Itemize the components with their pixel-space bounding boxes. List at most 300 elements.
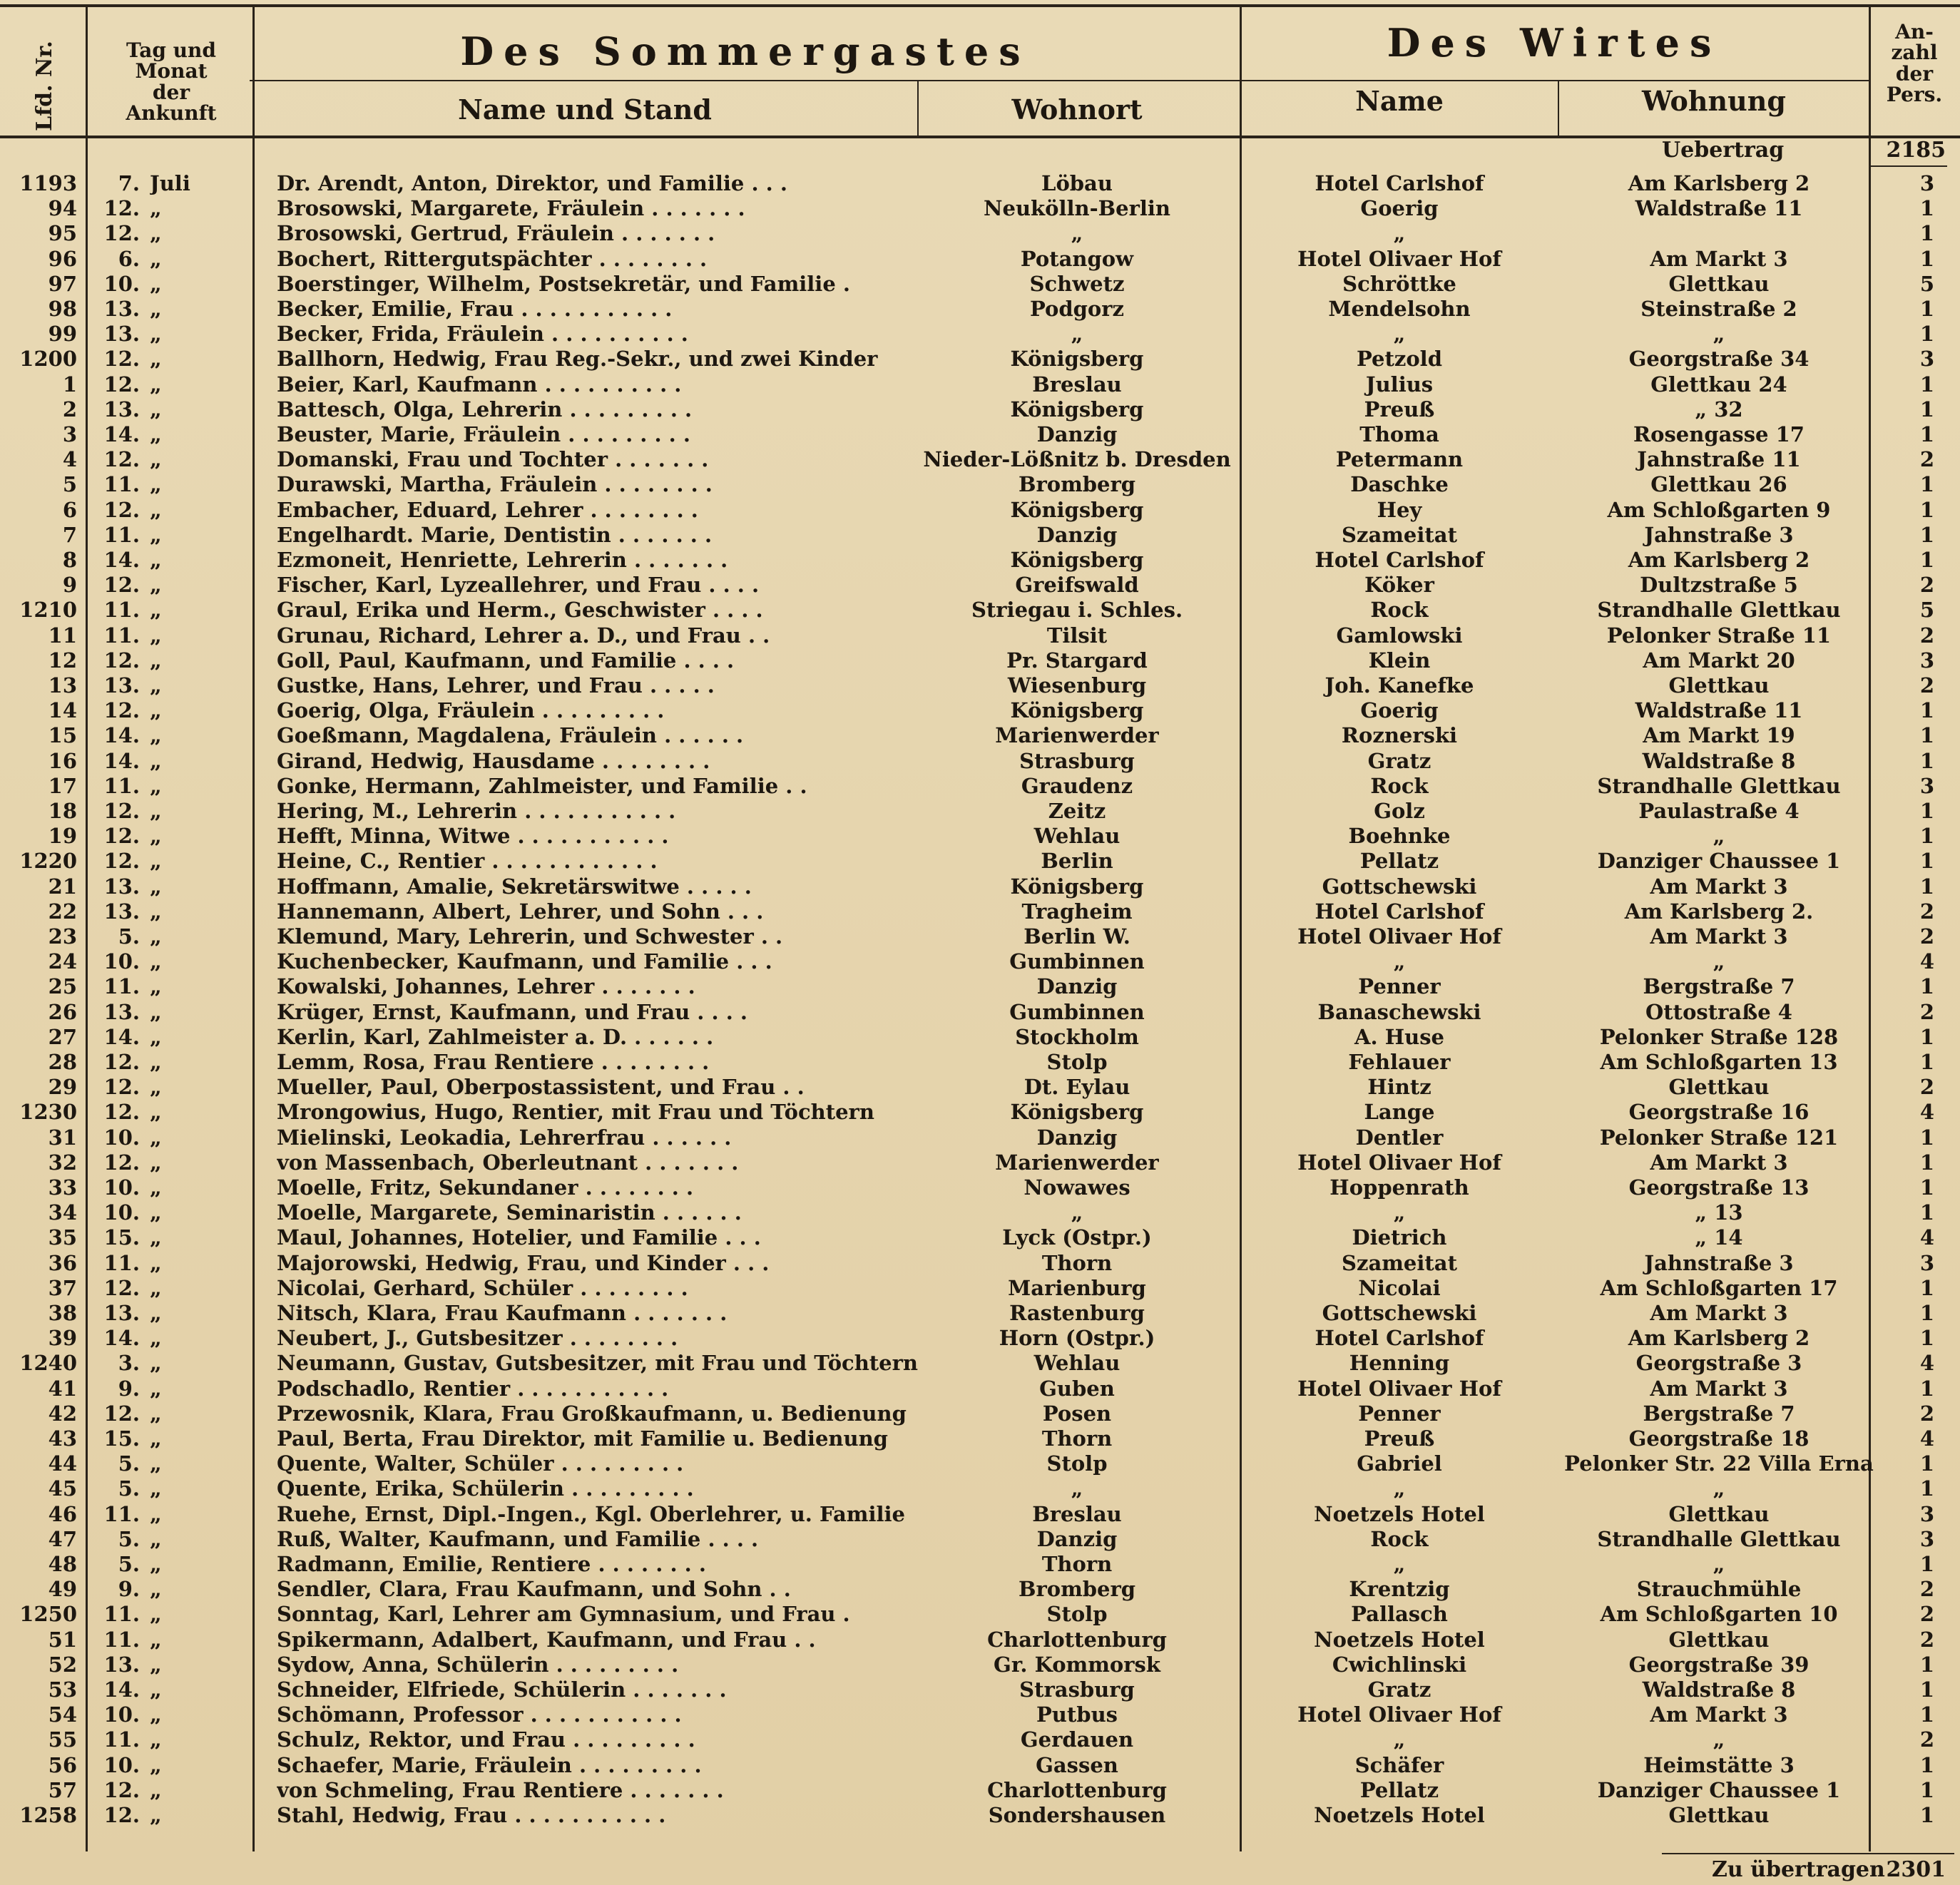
cell-day: 11. bbox=[103, 1602, 140, 1627]
cell-cnt: 1 bbox=[1919, 1552, 1934, 1576]
cell-addr: Strauchmühle bbox=[1636, 1577, 1802, 1602]
cell-cnt: 1 bbox=[1919, 748, 1934, 773]
cell-cnt: 1 bbox=[1919, 974, 1934, 999]
cell-day: 15. bbox=[103, 1225, 140, 1250]
cell-cnt: 1 bbox=[1919, 1050, 1934, 1074]
cell-day: 12. bbox=[103, 1401, 140, 1426]
cell-day: 12. bbox=[103, 824, 140, 849]
cell-nr: 18 bbox=[48, 799, 77, 823]
cell-host: Pellatz bbox=[1359, 1777, 1439, 1802]
cell-addr: Am Markt 3 bbox=[1650, 1702, 1788, 1727]
cell-name: Moelle, Margarete, Seminaristin . . . . . . bbox=[277, 1200, 742, 1225]
cell-addr: „ bbox=[1713, 824, 1725, 849]
cell-nr: 35 bbox=[48, 1225, 77, 1250]
cell-city: Stolp bbox=[1046, 1050, 1108, 1074]
cell-mon: „ bbox=[150, 472, 162, 497]
cell-nr: 41 bbox=[48, 1376, 77, 1401]
cell-mon: „ bbox=[150, 1200, 162, 1225]
cell-cnt: 1 bbox=[1919, 849, 1934, 874]
cell-nr: 56 bbox=[48, 1752, 77, 1777]
table-row bbox=[0, 1426, 1960, 1451]
cell-addr: „ bbox=[1713, 1727, 1725, 1752]
cell-name: Hannemann, Albert, Lehrer, und Sohn . . . bbox=[277, 899, 764, 924]
col-header-name: Name und Stand bbox=[458, 93, 712, 126]
cell-mon: „ bbox=[150, 347, 162, 372]
table-row bbox=[0, 447, 1960, 472]
cell-name: Krüger, Ernst, Kaufmann, und Frau . . . . bbox=[277, 999, 747, 1024]
table-row bbox=[0, 1552, 1960, 1577]
cell-day: 12. bbox=[103, 573, 140, 598]
table-row bbox=[0, 397, 1960, 422]
table-row bbox=[0, 498, 1960, 523]
cell-cnt: 2 bbox=[1919, 1401, 1934, 1426]
cell-city: Stockholm bbox=[1015, 1024, 1139, 1049]
cell-cnt: 1 bbox=[1919, 1777, 1934, 1802]
cell-host: Schröttke bbox=[1342, 271, 1456, 296]
cell-city: Horn (Ostpr.) bbox=[999, 1326, 1155, 1351]
cell-nr: 1200 bbox=[19, 347, 77, 372]
top-rule bbox=[0, 4, 1960, 7]
cell-nr: 32 bbox=[48, 1150, 77, 1175]
cell-mon: „ bbox=[150, 1752, 162, 1777]
cell-addr: Am Markt 3 bbox=[1650, 246, 1788, 271]
cell-mon: „ bbox=[150, 1727, 162, 1752]
cell-host: Köker bbox=[1364, 573, 1434, 598]
cell-name: Sendler, Clara, Frau Kaufmann, und Sohn . . bbox=[277, 1577, 791, 1602]
table-row bbox=[0, 1100, 1960, 1125]
cell-day: 12. bbox=[103, 372, 140, 397]
cell-host: Gottschewski bbox=[1322, 874, 1477, 899]
carry-in-value: 2185 bbox=[1886, 138, 1946, 163]
cell-city: Marienwerder bbox=[995, 723, 1159, 748]
table-row bbox=[0, 1577, 1960, 1602]
cell-nr: 28 bbox=[48, 1050, 77, 1074]
cell-day: 14. bbox=[103, 1326, 140, 1351]
cell-addr: Am Markt 3 bbox=[1650, 1150, 1788, 1175]
cell-city: Nowawes bbox=[1024, 1175, 1130, 1200]
cell-nr: 57 bbox=[48, 1777, 77, 1802]
cell-host: Preuß bbox=[1364, 397, 1435, 422]
cell-name: Girand, Hedwig, Hausdame . . . . . . . . bbox=[277, 748, 710, 773]
cell-nr: 3 bbox=[62, 422, 77, 446]
table-row bbox=[0, 874, 1960, 899]
cell-addr: Dultzstraße 5 bbox=[1640, 573, 1798, 598]
cell-mon: „ bbox=[150, 1526, 162, 1551]
cell-cnt: 1 bbox=[1919, 824, 1934, 849]
cell-nr: 2 bbox=[62, 397, 77, 422]
cell-host: Boehnke bbox=[1348, 824, 1451, 849]
cell-name: Paul, Berta, Frau Direktor, mit Familie u. Bedienung bbox=[277, 1426, 888, 1451]
cell-day: 10. bbox=[103, 1125, 140, 1150]
cell-day: 3. bbox=[118, 1351, 140, 1376]
cell-nr: 55 bbox=[48, 1727, 77, 1752]
carry-out-rule bbox=[1662, 1853, 1954, 1854]
cell-city: „ bbox=[1071, 322, 1083, 347]
cell-city: Wiesenburg bbox=[1007, 673, 1147, 698]
cell-addr: Strandhalle Glettkau bbox=[1597, 773, 1841, 798]
cell-city: Strasburg bbox=[1019, 748, 1135, 773]
cell-day: 12. bbox=[103, 497, 140, 522]
cell-mon: „ bbox=[150, 1150, 162, 1175]
table-row bbox=[0, 247, 1960, 272]
cell-cnt: 2 bbox=[1919, 899, 1934, 924]
cell-mon: Juli bbox=[150, 171, 190, 195]
cell-host: Preuß bbox=[1364, 1426, 1435, 1451]
cell-nr: 51 bbox=[48, 1627, 77, 1652]
table-row bbox=[0, 1778, 1960, 1803]
cell-nr: 27 bbox=[48, 1024, 77, 1049]
cell-name: Ruß, Walter, Kaufmann, und Familie . . . . bbox=[277, 1526, 759, 1551]
cell-name: von Schmeling, Frau Rentiere . . . . . . . bbox=[277, 1777, 724, 1802]
cell-nr: 25 bbox=[48, 974, 77, 999]
cell-host: Hotel Olivaer Hof bbox=[1297, 1376, 1501, 1401]
cell-nr: 33 bbox=[48, 1175, 77, 1200]
cell-host: Julius bbox=[1365, 372, 1434, 397]
cell-addr: Danziger Chaussee 1 bbox=[1597, 849, 1841, 874]
cell-host: Golz bbox=[1374, 799, 1425, 823]
table-row bbox=[0, 648, 1960, 673]
table-row bbox=[0, 1301, 1960, 1326]
cell-name: Sonntag, Karl, Lehrer am Gymnasium, und Frau . bbox=[277, 1602, 850, 1627]
carry-in-rule bbox=[1869, 165, 1947, 167]
cell-nr: 46 bbox=[48, 1501, 77, 1526]
cell-name: Becker, Frida, Fräulein . . . . . . . . . . bbox=[277, 322, 688, 347]
cell-nr: 21 bbox=[48, 874, 77, 899]
cell-cnt: 1 bbox=[1919, 1175, 1934, 1200]
cell-addr: Strandhalle Glettkau bbox=[1597, 598, 1841, 623]
cell-nr: 39 bbox=[48, 1326, 77, 1351]
cell-name: Schulz, Rektor, und Frau . . . . . . . . . bbox=[277, 1727, 695, 1752]
cell-nr: 48 bbox=[48, 1552, 77, 1576]
cell-day: 11. bbox=[103, 773, 140, 798]
cell-name: Podschadlo, Rentier . . . . . . . . . . . bbox=[277, 1376, 669, 1401]
cell-city: Bromberg bbox=[1018, 1577, 1136, 1602]
col-rule-host bbox=[1558, 80, 1559, 137]
cell-mon: „ bbox=[150, 1175, 162, 1200]
cell-nr: 15 bbox=[48, 723, 77, 748]
table-row bbox=[0, 573, 1960, 598]
table-row bbox=[0, 774, 1960, 799]
cell-nr: 9 bbox=[62, 573, 77, 598]
cell-addr: Pelonker Str. 22 Villa Erna bbox=[1564, 1451, 1874, 1476]
cell-cnt: 2 bbox=[1919, 1727, 1934, 1752]
cell-name: Goerig, Olga, Fräulein . . . . . . . . . bbox=[277, 698, 665, 723]
cell-nr: 29 bbox=[48, 1075, 77, 1100]
cell-cnt: 2 bbox=[1919, 573, 1934, 598]
cell-addr: Glettkau bbox=[1668, 1627, 1770, 1652]
cell-mon: „ bbox=[150, 271, 162, 296]
cell-nr: 43 bbox=[48, 1426, 77, 1451]
cell-day: 14. bbox=[103, 422, 140, 446]
cell-city: „ bbox=[1071, 1476, 1083, 1501]
cell-nr: 6 bbox=[62, 497, 77, 522]
cell-city: Königsberg bbox=[1010, 1100, 1144, 1125]
cell-addr: „ bbox=[1713, 322, 1725, 347]
cell-host: „ bbox=[1393, 1727, 1406, 1752]
cell-cnt: 4 bbox=[1919, 1426, 1934, 1451]
cell-host: Joh. Kanefke bbox=[1324, 673, 1474, 698]
table-row bbox=[0, 673, 1960, 698]
table-row bbox=[0, 1376, 1960, 1401]
cell-day: 12. bbox=[103, 447, 140, 472]
cell-day: 5. bbox=[118, 1476, 140, 1501]
cell-cnt: 2 bbox=[1919, 673, 1934, 698]
table-row bbox=[0, 322, 1960, 347]
cell-mon: „ bbox=[150, 899, 162, 924]
cell-host: Dentler bbox=[1355, 1125, 1444, 1150]
cell-addr: Am Markt 3 bbox=[1650, 1376, 1788, 1401]
cell-name: Kowalski, Johannes, Lehrer . . . . . . . bbox=[277, 974, 695, 999]
cell-city: „ bbox=[1071, 1200, 1083, 1225]
table-row bbox=[0, 297, 1960, 322]
cell-cnt: 5 bbox=[1919, 271, 1934, 296]
cell-city: Putbus bbox=[1036, 1702, 1118, 1727]
cell-name: Boerstinger, Wilhelm, Postsekretär, und Familie . bbox=[277, 271, 850, 296]
table-row bbox=[0, 1025, 1960, 1050]
cell-nr: 97 bbox=[48, 271, 77, 296]
cell-city: Breslau bbox=[1032, 372, 1122, 397]
cell-nr: 53 bbox=[48, 1677, 77, 1702]
cell-city: Pr. Stargard bbox=[1006, 648, 1148, 673]
cell-nr: 1258 bbox=[19, 1803, 77, 1827]
cell-cnt: 3 bbox=[1919, 347, 1934, 372]
cell-day: 10. bbox=[103, 1752, 140, 1777]
cell-city: Stolp bbox=[1046, 1451, 1108, 1476]
cell-nr: 47 bbox=[48, 1526, 77, 1551]
table-row bbox=[0, 799, 1960, 824]
table-row bbox=[0, 272, 1960, 297]
cell-name: Neumann, Gustav, Gutsbesitzer, mit Frau und Töchtern bbox=[277, 1351, 918, 1376]
cell-nr: 8 bbox=[62, 548, 77, 572]
cell-addr: Heimstätte 3 bbox=[1643, 1752, 1795, 1777]
cell-mon: „ bbox=[150, 1803, 162, 1827]
cell-nr: 42 bbox=[48, 1401, 77, 1426]
cell-addr: Glettkau bbox=[1668, 1501, 1770, 1526]
cell-cnt: 1 bbox=[1919, 1125, 1934, 1150]
cell-mon: „ bbox=[150, 874, 162, 899]
cell-day: 12. bbox=[103, 1275, 140, 1300]
cell-host: „ bbox=[1393, 322, 1406, 347]
cell-host: Noetzels Hotel bbox=[1314, 1627, 1485, 1652]
cell-nr: 38 bbox=[48, 1301, 77, 1325]
cell-name: Hefft, Minna, Witwe . . . . . . . . . . . bbox=[277, 824, 669, 849]
cell-cnt: 1 bbox=[1919, 799, 1934, 823]
cell-host: Hotel Olivaer Hof bbox=[1297, 1702, 1501, 1727]
table-row bbox=[0, 1351, 1960, 1376]
col-rule-name bbox=[917, 80, 919, 137]
cell-name: Lemm, Rosa, Frau Rentiere . . . . . . . . bbox=[277, 1050, 710, 1074]
cell-nr: 19 bbox=[48, 824, 77, 849]
cell-addr: Georgstraße 16 bbox=[1628, 1100, 1810, 1125]
table-row bbox=[0, 1401, 1960, 1426]
cell-nr: 7 bbox=[62, 522, 77, 547]
cell-mon: „ bbox=[150, 1376, 162, 1401]
cell-city: Thorn bbox=[1041, 1250, 1113, 1275]
cell-cnt: 1 bbox=[1919, 1702, 1934, 1727]
cell-host: Pellatz bbox=[1359, 849, 1439, 874]
table-row bbox=[0, 1803, 1960, 1828]
cell-name: Embacher, Eduard, Lehrer . . . . . . . . bbox=[277, 497, 698, 522]
cell-mon: „ bbox=[150, 1326, 162, 1351]
cell-day: 11. bbox=[103, 1627, 140, 1652]
cell-host: Roznerski bbox=[1341, 723, 1458, 748]
cell-cnt: 1 bbox=[1919, 196, 1934, 221]
table-row bbox=[0, 1677, 1960, 1702]
cell-host: Lange bbox=[1364, 1100, 1435, 1125]
cell-name: Goll, Paul, Kaufmann, und Familie . . . . bbox=[277, 648, 735, 673]
cell-cnt: 1 bbox=[1919, 1301, 1934, 1325]
cell-name: Quente, Walter, Schüler . . . . . . . . . bbox=[277, 1451, 684, 1476]
guest-group-header: Des Sommergastes bbox=[460, 29, 1031, 74]
table-row bbox=[0, 598, 1960, 623]
table-row bbox=[0, 1753, 1960, 1778]
cell-mon: „ bbox=[150, 1050, 162, 1074]
cell-host: Hotel Carlshof bbox=[1315, 171, 1484, 195]
cell-day: 5. bbox=[118, 1451, 140, 1476]
cell-day: 11. bbox=[103, 472, 140, 497]
cell-cnt: 1 bbox=[1919, 1200, 1934, 1225]
table-row bbox=[0, 523, 1960, 548]
cell-addr: Jahnstraße 3 bbox=[1644, 1250, 1794, 1275]
cell-addr: „ 14 bbox=[1695, 1225, 1743, 1250]
cell-mon: „ bbox=[150, 773, 162, 798]
cell-nr: 22 bbox=[48, 899, 77, 924]
cell-city: Schwetz bbox=[1029, 271, 1125, 296]
cell-day: 6. bbox=[118, 246, 140, 271]
cell-name: Kuchenbecker, Kaufmann, und Familie . . . bbox=[277, 949, 772, 974]
cell-city: Gumbinnen bbox=[1009, 999, 1145, 1024]
cell-mon: „ bbox=[150, 1401, 162, 1426]
cell-day: 10. bbox=[103, 1702, 140, 1727]
cell-nr: 99 bbox=[48, 322, 77, 347]
table-row bbox=[0, 623, 1960, 648]
cell-addr: Am Schloßgarten 10 bbox=[1600, 1602, 1838, 1627]
cell-day: 9. bbox=[118, 1577, 140, 1602]
cell-nr: 14 bbox=[48, 698, 77, 723]
cell-name: Engelhardt. Marie, Dentistin . . . . . . . bbox=[277, 522, 713, 547]
cell-mon: „ bbox=[150, 1577, 162, 1602]
cell-mon: „ bbox=[150, 1652, 162, 1677]
cell-nr: 34 bbox=[48, 1200, 77, 1225]
cell-name: Schaefer, Marie, Fräulein . . . . . . . . . bbox=[277, 1752, 702, 1777]
cell-city: Charlottenburg bbox=[987, 1627, 1167, 1652]
cell-addr: Am Markt 3 bbox=[1650, 924, 1788, 949]
host-group-header: Des Wirtes bbox=[1387, 20, 1722, 66]
cell-mon: „ bbox=[150, 548, 162, 572]
cell-host: Fehlauer bbox=[1348, 1050, 1451, 1074]
cell-city: Berlin W. bbox=[1024, 924, 1130, 949]
cell-city: Gassen bbox=[1036, 1752, 1118, 1777]
cell-addr: Steinstraße 2 bbox=[1640, 297, 1797, 321]
table-row bbox=[0, 824, 1960, 849]
cell-addr: Am Schloßgarten 17 bbox=[1600, 1275, 1838, 1300]
col-header-nr: Lfd. Nr. bbox=[31, 40, 57, 131]
cell-cnt: 2 bbox=[1919, 447, 1934, 472]
table-row bbox=[0, 1702, 1960, 1727]
cell-mon: „ bbox=[150, 322, 162, 347]
cell-city: Stolp bbox=[1046, 1602, 1108, 1627]
cell-day: 11. bbox=[103, 623, 140, 648]
table-row bbox=[0, 899, 1960, 924]
cell-nr: 12 bbox=[48, 648, 77, 673]
cell-cnt: 1 bbox=[1919, 497, 1934, 522]
cell-cnt: 2 bbox=[1919, 1602, 1934, 1627]
cell-city: Greifswald bbox=[1015, 573, 1139, 598]
cell-name: Nicolai, Gerhard, Schüler . . . . . . . . bbox=[277, 1275, 688, 1300]
cell-nr: 37 bbox=[48, 1275, 77, 1300]
cell-day: 13. bbox=[103, 1301, 140, 1325]
cell-cnt: 2 bbox=[1919, 1577, 1934, 1602]
cell-mon: „ bbox=[150, 999, 162, 1024]
cell-cnt: 4 bbox=[1919, 1100, 1934, 1125]
cell-day: 11. bbox=[103, 1250, 140, 1275]
cell-day: 12. bbox=[103, 1050, 140, 1074]
cell-day: 14. bbox=[103, 1024, 140, 1049]
cell-host: Szameitat bbox=[1342, 522, 1457, 547]
cell-day: 12. bbox=[103, 347, 140, 372]
cell-name: Bochert, Rittergutspächter . . . . . . . . bbox=[277, 246, 708, 271]
cell-mon: „ bbox=[150, 246, 162, 271]
cell-day: 12. bbox=[103, 1100, 140, 1125]
table-row bbox=[0, 1628, 1960, 1652]
cell-addr: Am Schloßgarten 9 bbox=[1607, 497, 1831, 522]
cell-city: Danzig bbox=[1036, 974, 1118, 999]
cell-addr: Am Markt 20 bbox=[1643, 648, 1795, 673]
cell-cnt: 1 bbox=[1919, 522, 1934, 547]
cell-city: Rastenburg bbox=[1009, 1301, 1145, 1325]
cell-day: 11. bbox=[103, 522, 140, 547]
cell-mon: „ bbox=[150, 1602, 162, 1627]
cell-day: 11. bbox=[103, 1727, 140, 1752]
cell-day: 13. bbox=[103, 322, 140, 347]
cell-day: 10. bbox=[103, 1175, 140, 1200]
cell-nr: 13 bbox=[48, 673, 77, 698]
cell-cnt: 1 bbox=[1919, 1451, 1934, 1476]
cell-mon: „ bbox=[150, 297, 162, 321]
cell-addr: Glettkau bbox=[1668, 673, 1770, 698]
cell-city: Thorn bbox=[1041, 1552, 1113, 1576]
cell-name: Quente, Erika, Schülerin . . . . . . . . . bbox=[277, 1476, 694, 1501]
cell-host: Goerig bbox=[1360, 196, 1439, 221]
cell-mon: „ bbox=[150, 1225, 162, 1250]
cell-city: Guben bbox=[1039, 1376, 1115, 1401]
cell-host: Hotel Carlshof bbox=[1315, 548, 1484, 572]
cell-addr: Ottostraße 4 bbox=[1645, 999, 1792, 1024]
cell-host: „ bbox=[1393, 1552, 1406, 1576]
cell-host: Gottschewski bbox=[1322, 1301, 1477, 1325]
cell-mon: „ bbox=[150, 924, 162, 949]
cell-day: 11. bbox=[103, 1501, 140, 1526]
cell-city: „ bbox=[1071, 221, 1083, 246]
cell-city: Nieder-Lößnitz b. Dresden bbox=[923, 447, 1231, 472]
cell-host: Hoppenrath bbox=[1329, 1175, 1469, 1200]
cell-host: Klein bbox=[1368, 648, 1431, 673]
table-row bbox=[0, 1200, 1960, 1225]
cell-cnt: 2 bbox=[1919, 1075, 1934, 1100]
table-row bbox=[0, 1476, 1960, 1501]
cell-host: „ bbox=[1393, 221, 1406, 246]
cell-city: Posen bbox=[1042, 1401, 1112, 1426]
cell-mon: „ bbox=[150, 1075, 162, 1100]
cell-cnt: 1 bbox=[1919, 1150, 1934, 1175]
cell-city: Löbau bbox=[1041, 171, 1113, 195]
table-row bbox=[0, 949, 1960, 974]
cell-day: 13. bbox=[103, 874, 140, 899]
cell-name: Moelle, Fritz, Sekundaner . . . . . . . . bbox=[277, 1175, 694, 1200]
cell-nr: 23 bbox=[48, 924, 77, 949]
cell-name: Grunau, Richard, Lehrer a. D., und Frau . . bbox=[277, 623, 770, 648]
cell-mon: „ bbox=[150, 372, 162, 397]
